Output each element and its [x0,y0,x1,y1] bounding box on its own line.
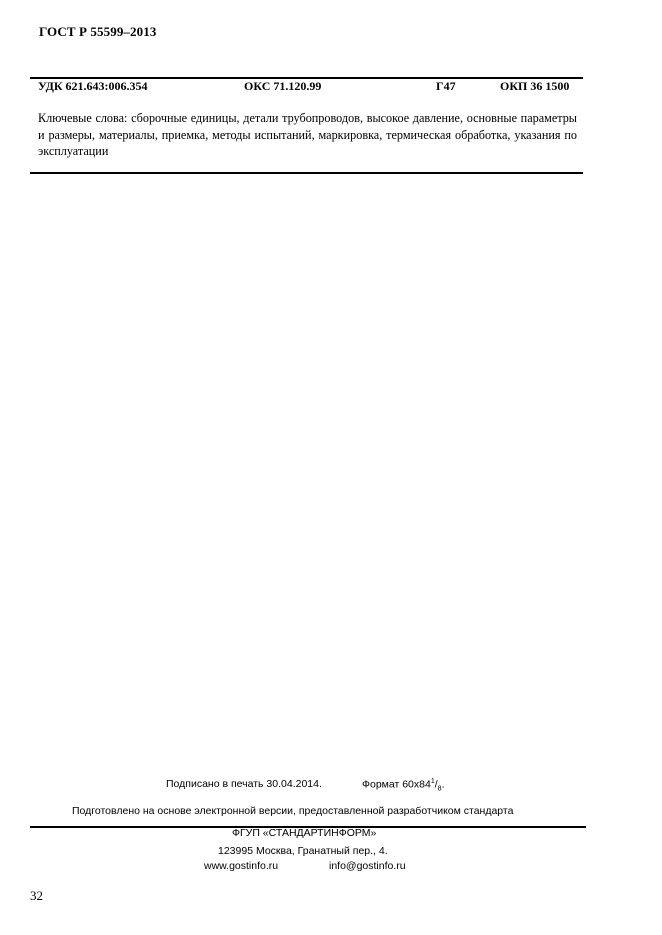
paper-format-label: Формат 60x84 [362,778,431,791]
paper-format [362,778,444,793]
document-code: ГОСТ Р 55599–2013 [39,24,157,39]
prepared-note: Подготовлено на основе электронной версии, предоставленной разработчиком стандарта [72,805,514,817]
page-number: 32 [30,888,43,903]
signed-for-print: Подписано в печать 30.04.2014. [166,778,322,790]
publisher-website: www.gostinfo.ru [204,860,279,872]
publisher-name: ФГУП «СТАНДАРТИНФОРМ» [232,827,377,839]
publisher-email: info@gostinfo.ru [329,860,406,872]
paper-format-suffix: . [441,778,445,791]
udk-code: УДК 621.643:006.354 [38,79,148,93]
paper-format-denominator: 8 [437,785,442,793]
okp-code: ОКП 36 1500 [500,79,570,93]
keywords-divider [30,172,583,174]
keywords-paragraph: Ключевые слова: сборочные единицы, детали трубопроводов, высокое давление, основные параметры и размеры, материалы, приемка, методы испытаний, маркировка, термическая обработка, указания по эксплуатации [38,111,577,158]
paper-format-numerator: 1 [430,778,435,785]
oks-code: ОКС 71.120.99 [244,79,322,93]
publisher-address: 123995 Москва, Гранатный пер., 4. [218,845,388,857]
g-class-code: Г47 [436,79,456,93]
paper-format-separator: / [434,778,438,791]
